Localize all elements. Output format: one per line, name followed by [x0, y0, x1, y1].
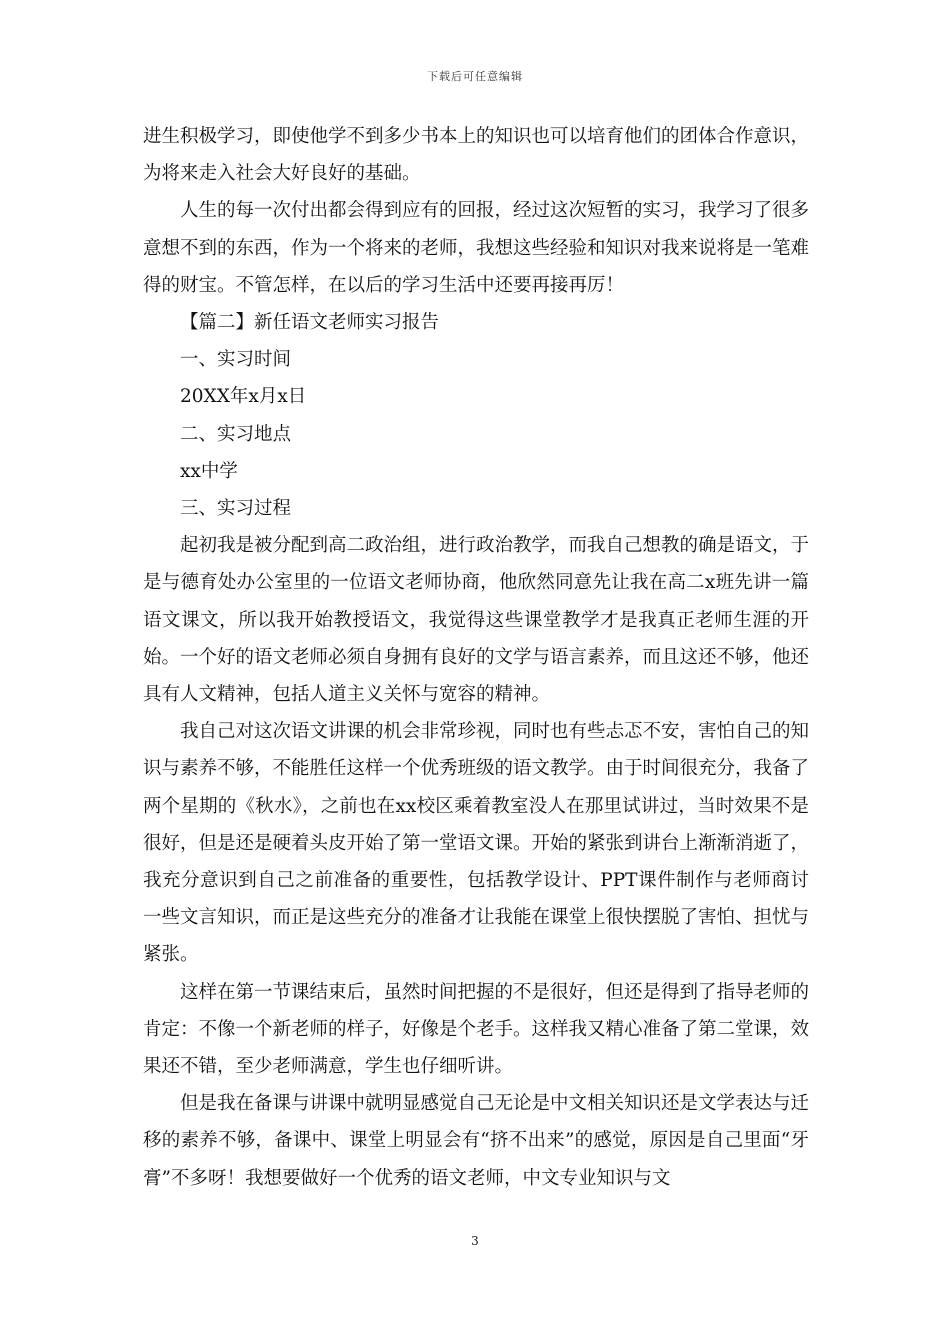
subheading-process: 三、实习过程 — [180, 498, 292, 520]
paragraph-continuation: 进生积极学习，即使他学不到多少书本上的知识也可以培育他们的团体合作意识，为将来走入社会大好良好的基础。 — [143, 126, 810, 185]
page-header: 下载后可任意编辑 — [427, 70, 523, 83]
paragraph: 起初我是被分配到高二政治组，进行政治教学，而我自己想教的确是语文，于是与德育处办公室里的一位语文老师协商，他欣然同意先让我在高二x班先讲一篇语文课文，所以我开始教授语文，我觉得这些课堂教学才是我真正老师生涯的开始。一个好的语文老师必须自身拥有良好的文学与语言素养，而且这还不够，他还具有人文精神，包括人道主义关怀与宽容的精神。 — [143, 535, 810, 706]
paragraph: 我自己对这次语文讲课的机会非常珍视，同时也有些忐忑不安，害怕自己的知识与素养不够，不能胜任这样一个优秀班级的语文教学。由于时间很充分，我备了两个星期的《秋水》，之前也在xx校区乘着教室没人在那里试讲过，当时效果不是很好，但是还是硬着头皮开始了第一堂语文课。开始的紧张到讲台上渐渐消逝了，我充分意识到自己之前准备的重要性，包括教学设计、PPT课件制作与老师商讨一些文言知识，而正是这些充分的准备才让我能在课堂上很快摆脱了害怕、担忧与紧张。 — [143, 721, 810, 966]
paragraph: 人生的每一次付出都会得到应有的回报，经过这次短暂的实习，我学习了很多意想不到的东西，作为一个将来的老师，我想这些经验和知识对我来说将是一笔难得的财宝。不管怎样，在以后的学习生活中还要再接再厉！ — [143, 200, 810, 296]
paragraph: 这样在第一节课结束后，虽然时间把握的不是很好，但还是得到了指导老师的肯定：不像一个新老师的样子，好像是个老手。这样我又精心准备了第二堂课，效果还不错，至少老师满意，学生也仔细听讲。 — [143, 981, 810, 1078]
document-body — [143, 118, 809, 1197]
internship-date: 20XX年x月x日 — [180, 386, 307, 408]
paragraph: 但是我在备课与讲课中就明显感觉自己无论是中文相关知识还是文学表达与迁移的素养不够，备课中、课堂上明显会有“挤不出来”的感觉，原因是自己里面“牙膏”不多呀！我想要做好一个优秀的语文老师，中文专业知识与文 — [143, 1093, 810, 1189]
internship-location: xx中学 — [180, 460, 238, 482]
subheading-time: 一、实习时间 — [180, 349, 292, 371]
subheading-location: 二、实习地点 — [180, 423, 292, 445]
section-heading: 【篇二】新任语文老师实习报告 — [180, 312, 440, 334]
page-number: 3 — [471, 1234, 479, 1248]
